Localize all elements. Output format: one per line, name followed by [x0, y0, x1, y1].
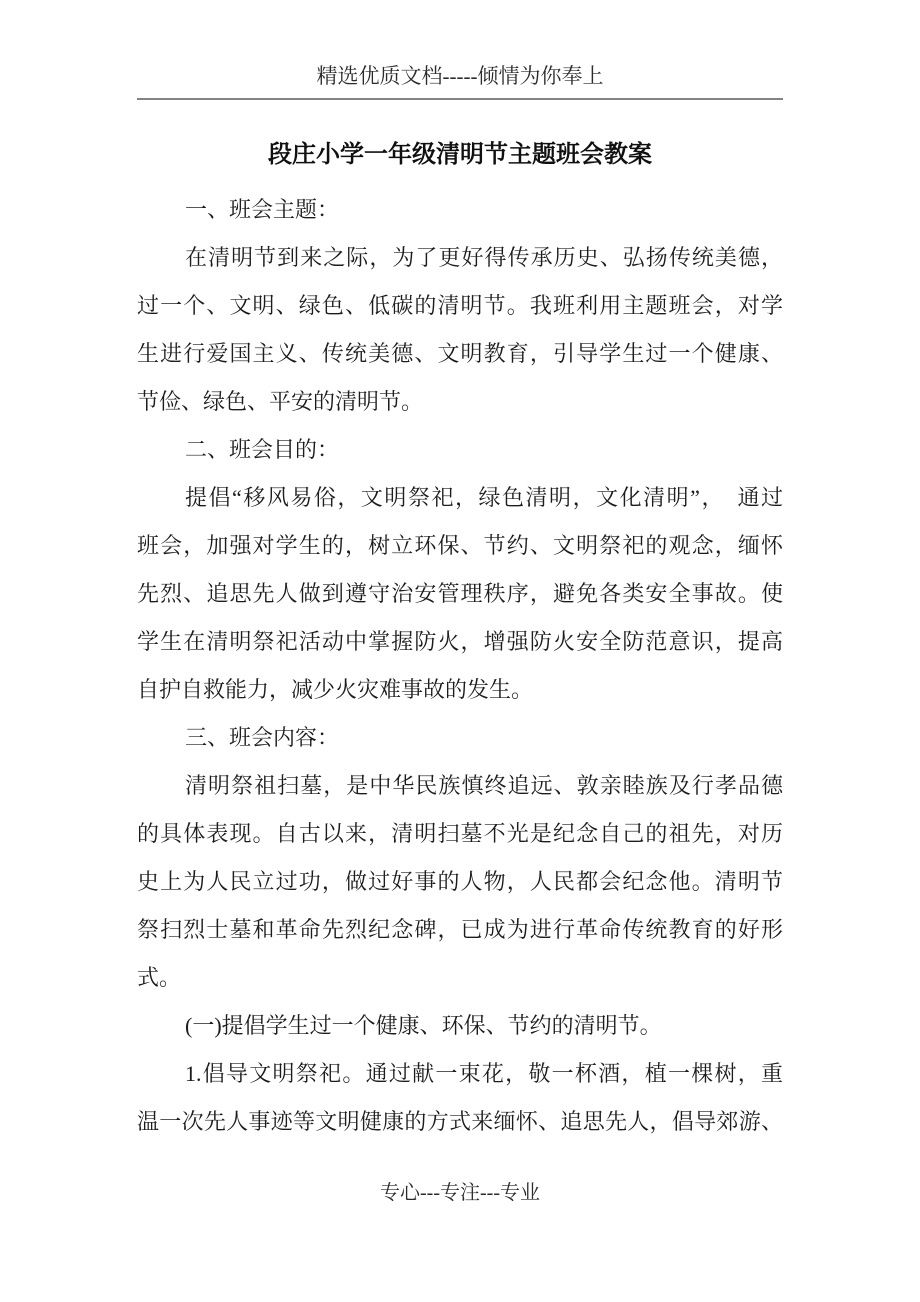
text-line: 节俭、绿色、平安的清明节。	[137, 389, 424, 414]
header-divider	[137, 98, 783, 100]
text-line: 过一个、文明、绿色、低碳的清明节。我班利用主题班会，对学	[137, 293, 783, 318]
text-line: (一)提倡学生过一个健康、环保、节约的清明节。	[185, 1013, 662, 1038]
text-line: 自护自救能力，减少火灾难事故的发生。	[137, 677, 534, 702]
text-line: 式。	[137, 965, 182, 990]
text-line: 清明祭祖扫墓，是中华民族慎终追远、敦亲睦族及行孝品德	[185, 773, 783, 798]
text-line: 学生在清明祭祀活动中掌握防火，增强防火安全防范意识，提高	[137, 629, 783, 654]
text-line: 提倡“移风易俗，文明祭祀，绿色清明，文化清明”， 通过	[185, 485, 783, 510]
text-line: 祭扫烈士墓和革命先烈纪念碑，已成为进行革命传统教育的好形	[137, 917, 783, 942]
text-line: 一、班会主题：	[185, 197, 340, 222]
text-line: 在清明节到来之际，为了更好得传承历史、弘扬传统美德，	[185, 245, 783, 270]
text-line: 温一次先人事迹等文明健康的方式来缅怀、追思先人，倡导郊游、	[137, 1109, 783, 1134]
text-line: 三、班会内容：	[185, 725, 340, 750]
text-line: 的具体表现。自古以来，清明扫墓不光是纪念自己的祖先，对历	[137, 821, 783, 846]
text-line: 1.倡导文明祭祀。通过献一束花，敬一杯酒，植一棵树，重	[185, 1061, 783, 1086]
text-line: 生进行爱国主义、传统美德、文明教育，引导学生过一个健康、	[137, 341, 783, 366]
header-text: 精选优质文档-----倾情为你奉上	[316, 64, 604, 88]
document-body	[137, 186, 783, 1146]
text-line: 二、班会目的：	[185, 437, 340, 462]
text-line: 班会，加强对学生的，树立环保、节约、文明祭祀的观念，缅怀	[137, 533, 783, 558]
text-line: 先烈、追思先人做到遵守治安管理秩序，避免各类安全事故。使	[137, 581, 783, 606]
page-title: 段庄小学一年级清明节主题班会教案	[268, 142, 652, 168]
footer-text: 专心---专注---专业	[380, 1182, 540, 1204]
text-line: 史上为人民立过功，做过好事的人物，人民都会纪念他。清明节	[137, 869, 783, 894]
